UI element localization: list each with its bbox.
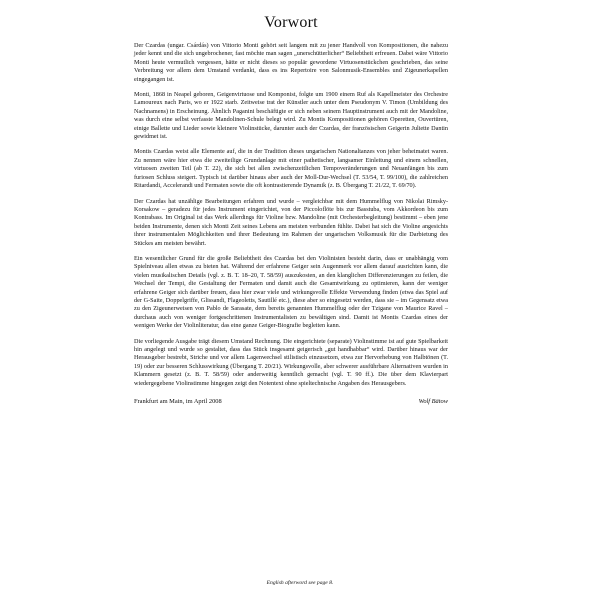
- paragraph-2: Monti, 1868 in Neapel geboren, Geigenvirtuose und Komponist, folgte um 1900 einem Ruf als Kapellmeister des Orchestre Lamoureux nach Paris, wo er 1922 starb. Zeitweise trat der Künstler auch unter dem Pseudonym V. Timon (Umbildung des Nachnamens) in Erscheinung. Ähnlich Paganini beschäftigte er sich neben seinem Hauptinstrument auch mit der Mandoline, was durch eine selbst verfasste Mandolinen-Schule belegt wird. Zu Montis Kompositionen gehören Operetten, Ouvertüren, einige Ballette und Lieder sowie kleinere Violinstücke, darunter auch der Czardas, der französischen Geigerin Juliette Dantin gewidmet ist.: [134, 91, 448, 141]
- place-date: Frankfurt am Main, im April 2008: [134, 398, 222, 406]
- paragraph-1: Der Czardas (ungar. Csárdás) von Vittorio Monti gehört seit langem mit zu jener Handvoll von Kompositionen, die nahezu jeder kennt und die sich ungebrochener, fast möchte man sagen „unerschütterlicher“ Beliebtheit erfreuen. Dabei wäre Vittorio Monti heute vermutlich vergessen, hätte er nicht dieses so populär gewordene Virtuosenstückchen geschrieben, das seine Verbreitung vor allem dem Umstand verdankt, dass es ins Repertoire von Salonmusik-Ensembles und Zigeunerkapellen eingegangen ist.: [134, 42, 448, 83]
- paragraph-3: Montis Czardas weist alle Elemente auf, die in der Tradition dieses ungarischen Nationaltanzes von jeher beheimatet waren. Zu nennen wäre hier etwa die zweiteilige Grundanlage mit einer pathetischer, langsamer Einleitung und einem schnellen, virtuosen zweiten Teil (ab T. 22), die sich bei allen zwischenzeitlichen Tempoveränderungen und Neuanfängen bis zum furiosen Schluss steigert. Typisch ist darüber hinaus aber auch der Moll-Dur-Wechsel (T. 53/54, T. 99/100), die zahlreichen Ritardandi, Accelerandi und Fermaten sowie die oft kontrastierende Dynamik (z. B. Übergang T. 21/22, T. 69/70).: [134, 148, 448, 190]
- page-title: Vorwort: [264, 14, 318, 31]
- english-afterword-note: English afterword see page 8.: [266, 580, 334, 586]
- paragraph-5: Ein wesentlicher Grund für die große Beliebtheit des Czardas bei den Violinisten besteht darin, dass er unabhängig vom Spielniveau allen etwas zu bieten hat. Während der erfahrene Geiger sein Augenmerk vor allem darauf ausrichten kann, die vielen musikalischen Details (vgl. z. B. T. 18–20, T. 58/59) auszukosten, an den klanglichen Differenzierungen zu feilen, die Wechsel der Tempi, die Gestaltung der Fermaten und damit auch die Gesamtwirkung zu optimieren, kann der weniger erfahrene Geiger sich darüber freuen, dass hier zwar viele und wirkungsvolle Effekte Verwendung finden (etwa das Spiel auf der G-Saite, Doppelgriffe, Glissandi, Flageoletts, Sautillé etc.), diese aber so eingesetzt werden, dass sie – im Gegensatz etwa zu den Zigeunerweisen von Pablo de Sarasate, dem bereits genannten Hummelflug oder der Tzigane von Maurice Ravel – durchaus auch von weniger fortgeschrittenen Instrumentalisten zu bewältigen sind. Damit ist Montis Czardas eines der wenigen Werke der Violinliteratur, das eine ganze Geiger-Biografie begleiten kann.: [134, 254, 448, 330]
- paragraph-6: Die vorliegende Ausgabe trägt diesem Umstand Rechnung. Die eingerichtete (separate) Violinstimme ist auf gute Spielbarkeit hin angelegt und wurde so gestaltet, dass das Stück insgesamt geigerisch „gut handhabbar“ wird. Darüber hinaus war der Herausgeber bestrebt, Striche und vor allem Lagenwechsel stilistisch einzusetzen, etwa zur Hervorhebung von Halbtönen (T. 19) oder zur besseren Schlusswirkung (Übergang T. 20/21). Wirkungsvolle, aber schwerer ausführbare Alternativen wurden in Klammern gesetzt (z. B. T. 58/59) oder anderweitig kenntlich gemacht (vgl. T. 90 ff.). Die über dem Klavierpart wiedergegebene Violinstimme hingegen zeigt den Notentext ohne spieltechnische Angaben des Herausgebers.: [134, 337, 448, 387]
- author-name: Wolf Bätow: [418, 398, 448, 406]
- signature-line: [134, 398, 448, 406]
- paragraph-4: Der Czardas hat unzählige Bearbeitungen erfahren und wurde – vergleichbar mit dem Hummelflug von Nikolai Rimsky-Korsakow – geradezu für jedes Instrument eingerichtet, von der Piccoloflöte bis zur Basstuba, vom Akkordeon bis zum Kontrabass. Im Original ist das Werk allerdings für Violine bzw. Mandoline (mit Orchesterbegleitung) bestimmt – eben jene beiden Instrumente, denen sich Monti Zeit seines Lebens am meisten verbunden fühlte. Dabei hat sich die Violine angesichts ihrer instrumentalen Möglichkeiten und ihrer Bedeutung im Rahmen der ungarischen Volksmusik für die Darbietung des Stückes am meisten bewährt.: [134, 197, 448, 247]
